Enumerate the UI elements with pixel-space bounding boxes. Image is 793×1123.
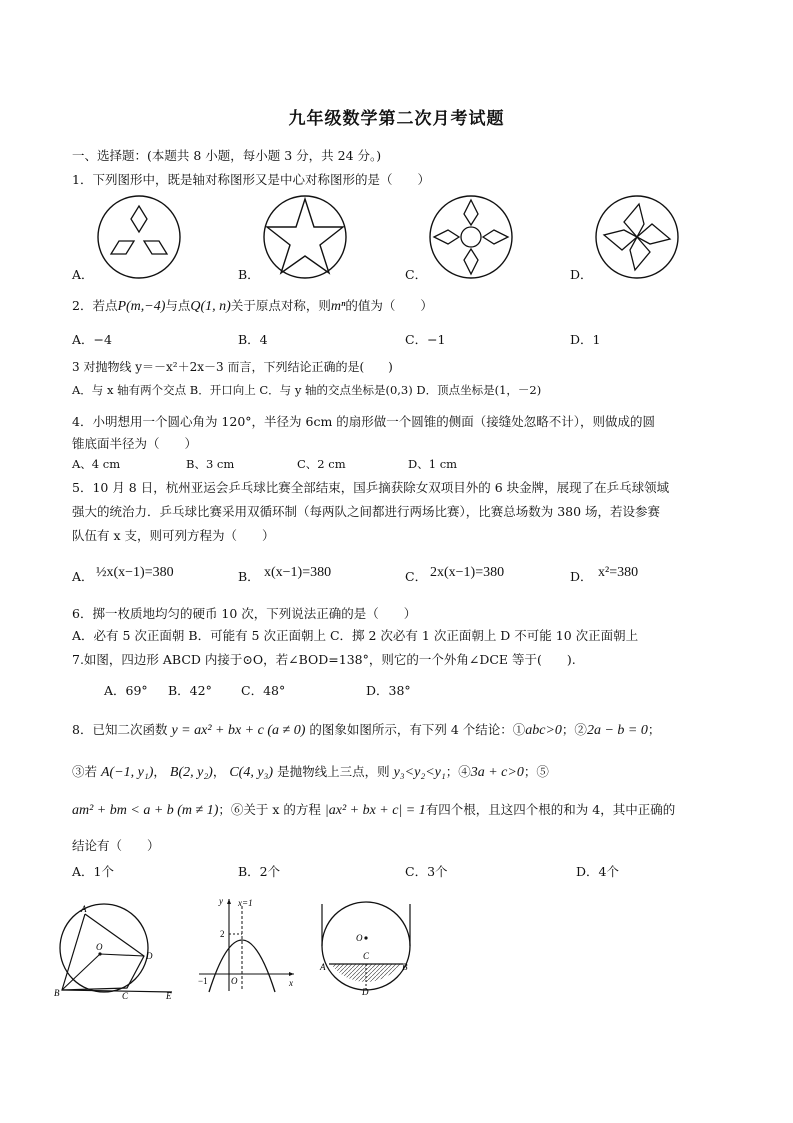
fig1-label-c: C bbox=[122, 991, 129, 1001]
q8-line4: 结论有（ ） bbox=[72, 838, 160, 853]
q8-conclusion-1: abc>0 bbox=[525, 723, 562, 738]
fig3-label-d: D bbox=[362, 987, 369, 997]
page-title: 九年级数学第二次月考试题 bbox=[288, 109, 505, 129]
q2-option-a[interactable]: A．−4 bbox=[72, 332, 112, 347]
fig3-label-c: C bbox=[363, 951, 370, 961]
q8-text: ③若 bbox=[72, 764, 98, 779]
fig3-label-b: B bbox=[402, 962, 408, 972]
q2-point-p: P(m,−4) bbox=[117, 299, 166, 314]
q7-option-c[interactable]: C．48° bbox=[241, 683, 286, 698]
q1-figure-c bbox=[428, 194, 514, 280]
q5-option-d-label[interactable]: D． bbox=[570, 569, 593, 584]
q2-stem-part: 2．若点 bbox=[72, 298, 118, 313]
q8-line2: ③若 A(−1, y₁)， B(2, y₂)， C(4, y₃) 是抛物线上三点，则 y₃<y₂<y₁；④3a + c>0；⑤ bbox=[72, 764, 549, 780]
q6-stem: 6．掷一枚质地均匀的硬币 10 次，下列说法正确的是（ ） bbox=[72, 606, 417, 621]
figure-parabola-graph bbox=[194, 894, 304, 994]
q5-option-c-label[interactable]: C． bbox=[405, 569, 428, 584]
fig3-label-o: O bbox=[356, 933, 363, 943]
q2-stem-part: 关于原点对称，则 bbox=[230, 298, 331, 313]
q5-option-c-equation: 2x(x−1)=380 bbox=[430, 565, 505, 580]
q8-text: ；④ bbox=[445, 764, 471, 779]
figure-cyclic-quadrilateral bbox=[52, 900, 182, 1005]
fig1-label-b: B bbox=[54, 988, 60, 998]
q8-option-d[interactable]: D．4个 bbox=[576, 864, 619, 879]
q8-conclusion-4: 3a + c>0 bbox=[470, 765, 524, 780]
q8-text: 是抛物线上三点，则 bbox=[277, 764, 390, 779]
q8-line1 bbox=[72, 720, 660, 739]
q5-stem-line1: 5．10 月 8 日，杭州亚运会乒乓球比赛全部结束，国乒摘获除女双项目外的 6 块金牌，展现了在乒乓球领域 bbox=[72, 480, 670, 495]
q7-option-d[interactable]: D．38° bbox=[366, 683, 411, 698]
q6-options[interactable]: A．必有 5 次正面朝 B．可能有 5 次正面朝上 C．掷 2 次必有 1 次正面朝上 D 不可能 10 次正面朝上 bbox=[72, 628, 639, 643]
q8-function: y = ax² + bx + c (a ≠ 0) bbox=[171, 723, 306, 738]
q8-text: ；② bbox=[561, 722, 587, 737]
fig1-label-a: A bbox=[81, 904, 87, 914]
fig2-label-y: y bbox=[219, 896, 223, 906]
q8-text: ；⑥关于 x 的方程 bbox=[218, 802, 321, 817]
q2-option-b[interactable]: B．4 bbox=[238, 332, 268, 347]
q3-options[interactable]: A．与 x 轴有两个交点 B．开口向上 C．与 y 轴的交点坐标是(0,3) D．顶点坐标是(1，－2) bbox=[72, 383, 542, 397]
q1-option-c[interactable]: C． bbox=[405, 267, 428, 282]
q2-stem-part: 与点 bbox=[165, 298, 191, 313]
q8-conclusion-5: am² + bm < a + b (m ≠ 1) bbox=[72, 803, 219, 818]
q8-text: ；⑤ bbox=[523, 764, 549, 779]
q8-conclusion-2: 2a − b = 0 bbox=[586, 723, 648, 738]
q8-option-c[interactable]: C．3个 bbox=[405, 864, 448, 879]
q8-option-b[interactable]: B．2个 bbox=[238, 864, 281, 879]
q1-figure-d bbox=[594, 194, 680, 280]
fig2-label-2: 2 bbox=[220, 929, 225, 939]
q8-point-c: C(4, y₃) bbox=[229, 765, 274, 780]
fig2-label-x: x bbox=[289, 978, 293, 988]
q7-stem: 7.如图，四边形 ABCD 内接于⊙O，若∠BOD=138°，则它的一个外角∠DCE 等于( ). bbox=[72, 652, 576, 667]
q8-point-b: B(2, y₂) bbox=[169, 765, 213, 780]
q2-stem-part: 的值为（ ） bbox=[345, 298, 433, 313]
q8-option-a[interactable]: A．1个 bbox=[72, 864, 114, 879]
q5-option-a-equation: ½x(x−1)=380 bbox=[96, 565, 174, 580]
q5-option-a-label[interactable]: A． bbox=[72, 569, 94, 584]
q8-text: ； bbox=[647, 722, 661, 737]
q5-stem-line3: 队伍有 x 支，则可列方程为（ ） bbox=[72, 528, 275, 543]
q1-option-a[interactable]: A． bbox=[72, 267, 94, 282]
section-heading: 一、选择题：(本题共 8 小题，每小题 3 分，共 24 分。) bbox=[72, 148, 382, 163]
q1-figure-b bbox=[262, 194, 348, 280]
q4-option-b[interactable]: B、3 cm bbox=[186, 457, 235, 471]
q8-text: 8．已知二次函数 bbox=[72, 722, 168, 737]
q8-text: 有四个根，且这四个根的和为 4，其中正确的 bbox=[425, 802, 676, 817]
q8-conclusion-6: |ax² + bx + c| = 1 bbox=[324, 803, 426, 818]
fig2-label-minus1: −1 bbox=[198, 976, 208, 986]
fig3-label-a: A bbox=[320, 962, 326, 972]
q5-stem-line2: 强大的统治力．乒乓球比赛采用双循环制（每两队之间都进行两场比赛），比赛总场数为 380 场，若设参赛 bbox=[72, 504, 661, 519]
q2-expression: mⁿ bbox=[330, 299, 346, 314]
fig2-label-o: O bbox=[231, 976, 238, 986]
fig1-label-o: O bbox=[96, 942, 103, 952]
q8-line3 bbox=[72, 800, 675, 819]
q2-point-q: Q(1, n) bbox=[190, 299, 231, 314]
q5-option-b-equation: x(x−1)=380 bbox=[264, 565, 332, 580]
q5-option-b-label[interactable]: B． bbox=[238, 569, 260, 584]
q1-figure-a bbox=[96, 194, 182, 280]
q1-option-d[interactable]: D． bbox=[570, 267, 593, 282]
q4-stem-line2: 锥底面半径为（ ） bbox=[72, 436, 198, 451]
fig1-label-e: E bbox=[166, 991, 172, 1001]
q2-option-d[interactable]: D．1 bbox=[570, 332, 601, 347]
q8-text: 的图象如图所示，有下列 4 个结论：① bbox=[309, 722, 526, 737]
q2-stem bbox=[72, 296, 433, 315]
q4-option-a[interactable]: A、4 cm bbox=[72, 457, 121, 471]
q4-option-c[interactable]: C、2 cm bbox=[297, 457, 346, 471]
q2-option-c[interactable]: C．−1 bbox=[405, 332, 446, 347]
q4-option-d[interactable]: D、1 cm bbox=[408, 457, 458, 471]
q5-option-d-equation: x²=380 bbox=[598, 565, 639, 580]
q1-option-b[interactable]: B． bbox=[238, 267, 260, 282]
q3-stem: 3 对抛物线 y＝－x²＋2x－3 而言，下列结论正确的是( ) bbox=[72, 360, 393, 374]
q8-point-a: A(−1, y₁) bbox=[101, 765, 154, 780]
fig2-label-x-eq-1: x=1 bbox=[238, 898, 253, 908]
fig1-label-d: D bbox=[146, 951, 153, 961]
q7-option-b[interactable]: B．42° bbox=[168, 683, 212, 698]
q1-stem: 1．下列图形中，既是轴对称图形又是中心对称图形的是（ ） bbox=[72, 172, 430, 187]
q4-stem-line1: 4．小明想用一个圆心角为 120°，半径为 6cm 的扇形做一个圆锥的侧面（接缝处忽略不计），则做成的圆 bbox=[72, 414, 656, 429]
q8-conclusion-3: y₃<y₂<y₁ bbox=[393, 765, 446, 780]
figure-circle-water bbox=[316, 896, 416, 996]
q7-option-a[interactable]: A．69° bbox=[104, 683, 148, 698]
